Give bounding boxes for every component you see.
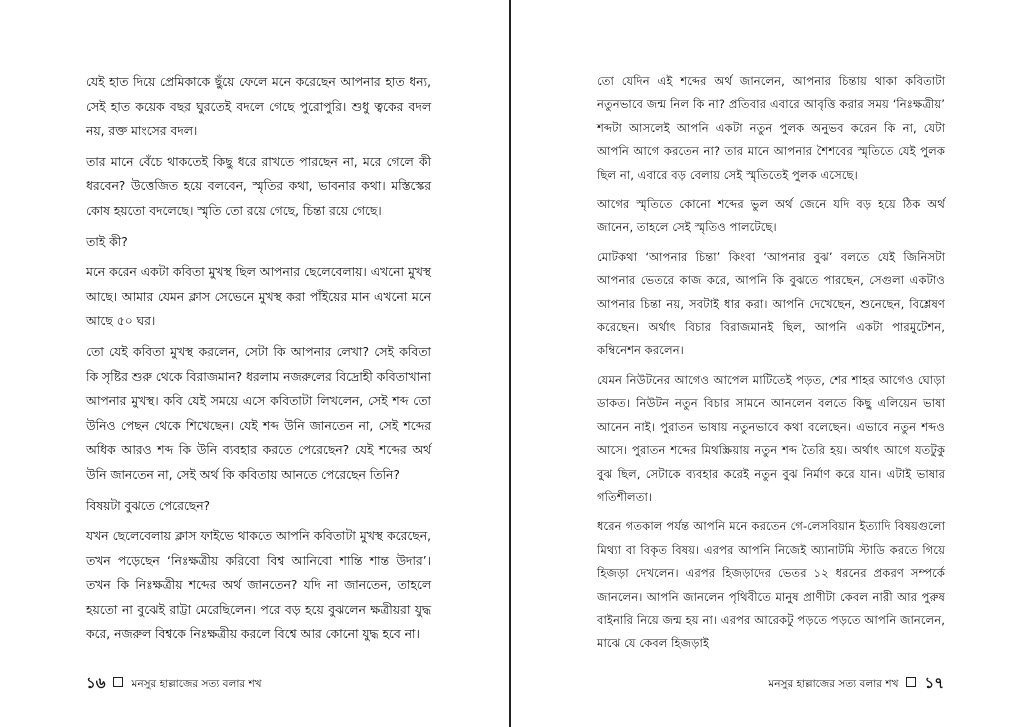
paragraph: যখন ছেলেবেলায় ক্লাস ফাইভে থাকতে আপনি কবিতাটা মুখস্থ করেছেন, তখন পড়েছেন ‘নিঃক্ষত্রীয় করিবো বিশ্ব আনিবো শান্তি শান্ত উদার’। তখন কি নিঃক্ষত্রীয় শব্দের অর্থ জানতেন? যদি না জানতেন, তাহলে হয়তো না বুঝেই রাট্টা মেরেছিলেন। পরে বড় হয়ে বুঝলেন ক্ষত্রীয়রা যুদ্ধ করে, নজরুল বিশ্বকে নিঃক্ষত্রীয় করলে বিশ্বে আর কোনো যুদ্ধ হবে না। [86,529,431,642]
paragraph: মনে করেন একটা কবিতা মুখস্থ ছিল আপনার ছেলেবেলায়। এখনো মুখস্থ আছে। আমার যেমন ক্লাস সেভেনে মুখস্থ করা পাঁইয়ের মান এখনো মনে আছে ৫০ ঘর। [86,265,431,329]
paragraph: বিষয়টা বুঝতে পেরেছেন? [86,498,211,513]
running-title: মনসুর হাল্লাজের সত্য বলার শখ [131,678,262,690]
separator-box-icon [113,677,123,687]
paragraph: যেই হাত দিয়ে প্রেমিকাকে ছুঁয়ে ফেলে মনে করেছেন আপনার হাত ধন্য, সেই হাত কয়েক বছর ঘুরতেই বদলে গেছে পুরোপুরি। শুধু ত্বকের বদল নয়, রক্ত মাংসের বদল। [86,75,431,139]
separator-box-icon [906,677,916,687]
running-title: মনসুর হাল্লাজের সত্য বলার শখ [768,678,899,690]
page-number: ১৭ [924,674,944,692]
paragraph: তো যেদিন এই শব্দের অর্থ জানলেন, আপনার চিন্তায় থাকা কবিতাটা নতুনভাবে জন্ম নিল কি না? প্রতিবার এবারে আবৃত্তি করার সময় ‘নিঃক্ষত্রীয়’ শব্দটা আসলেই আপনি একটা নতুন পুলক অনুভব করেন কি না, যেটা আপনি আগে করতেন না? তার মানে আপনার শৈশবের স্মৃতিতে যেই পুলক ছিল না, এবারে বড় বেলায় সেই স্মৃতিতেই পুলক এসেছে। [597,74,945,182]
paragraph: তো যেই কবিতা মুখস্থ করলেন, সেটা কি আপনার লেখা? সেই কবিতা কি সৃষ্টির শুরু থেকে বিরাজমান? ধরলাম নজরুলের বিদ্রোহী কবিতাখানা আপনার মুখস্থ। কবি যেই সময়ে এসে কবিতাটা লিখলেন, সেই শব্দ তো উনিও পেছন থেকে শিখেছেন। যেই শব্দ উনি জানতেন না, সেই শব্দের অধিক আরও শব্দ কি উনি ব্যবহার করতে পেরেছেন? যেই শব্দের অর্থ উনি জানতেন না, সেই অর্থ কি কবিতায় আনতে পেরেছেন তিনি? [86,344,431,482]
paragraph: যেমন নিউটনের আগেও আপেল মাটিতেই পড়ত, শের শাহর আগেও ঘোড়া ডাকত। নিউটন নতুন বিচার সামনে আনলেন বলতে কিছু এলিয়েন ভাষা আনেন নাই। পুরাতন ভাষায় নতুনভাবে কথা বলেছেন। এভাবে নতুন শব্দও আসে। পুরাতন শব্দের মিথস্ক্রিয়ায় নতুন শব্দ তৈরি হয়। অর্থাৎ আগে যতটুকু বুঝ ছিল, সেটাকে ব্যবহার করেই নতুন বুঝ নির্মাণ করে যান। এটাই ভাষার গতিশীলতা। [597,372,945,504]
left-page-footer [86,674,262,693]
paragraph: মোটকথা ‘আপনার চিন্তা’ কিংবা ‘আপনার বুঝ’ বলতে যেই জিনিসটা আপনার ভেতরে কাজ করে, আপনি কি বুঝতে পারছেন, সেগুলা একটাও আপনার চিন্তা নয়, সবটাই ধার করা। আপনি দেখেছেন, শুনেছেন, বিশ্লেষণ করেছেন। অর্থাৎ বিচার বিরাজমানই ছিল, আপনি একটা পারমুটেশন, কম্বিনেশন করলেন। [597,249,945,358]
right-page-footer [768,674,944,693]
paragraph: তার মানে বেঁচে থাকতেই কিছু ধরে রাখতে পারছেন না, মরে গেলে কী ধরবেন? উত্তেজিত হয়ে বলবেন, স্মৃতির কথা, ভাবনার কথা। মস্তিস্কের কোষ হয়তো বদলেছে। স্মৃতি তো রয়ে গেছে, চিন্তা রয়ে গেছে। [86,154,431,218]
page-number: ১৬ [86,674,106,692]
left-page [0,0,511,727]
paragraph: আগের স্মৃতিতে কোনো শব্দের ভুল অর্থ জেনে যদি বড় হয়ে ঠিক অর্থ জানেন, তাহলে সেই স্মৃতিও পালটেছে। [597,197,945,235]
right-page [513,0,1024,727]
paragraph: ধরেন গতকাল পর্যন্ত আপনি মনে করতেন গে-লেসবিয়ান ইত্যাদি বিষয়গুলো মিথ্যা বা বিকৃত বিষয়। এরপর আপনি নিজেই অ্যানাটমি স্টাডি করতে গিয়ে হিজড়া দেখলেন। এরপর হিজড়াদের ভেতর ১২ ধরনের প্রকরণ সম্পর্কে জানলেন। আপনি জানলেন পৃথিবীতে মানুষ প্রাণীটা কেবল নারী আর পুরুষ বাইনারি নিয়ে জন্ম হয় না। এরপর আরেকটু পড়তে পড়তে আপনি জানলেন, মাঝে যে কেবল হিজড়াই [597,519,945,651]
left-page-text [86,70,431,653]
paragraph: তাই কী? [86,234,128,249]
right-page-text [597,70,945,662]
